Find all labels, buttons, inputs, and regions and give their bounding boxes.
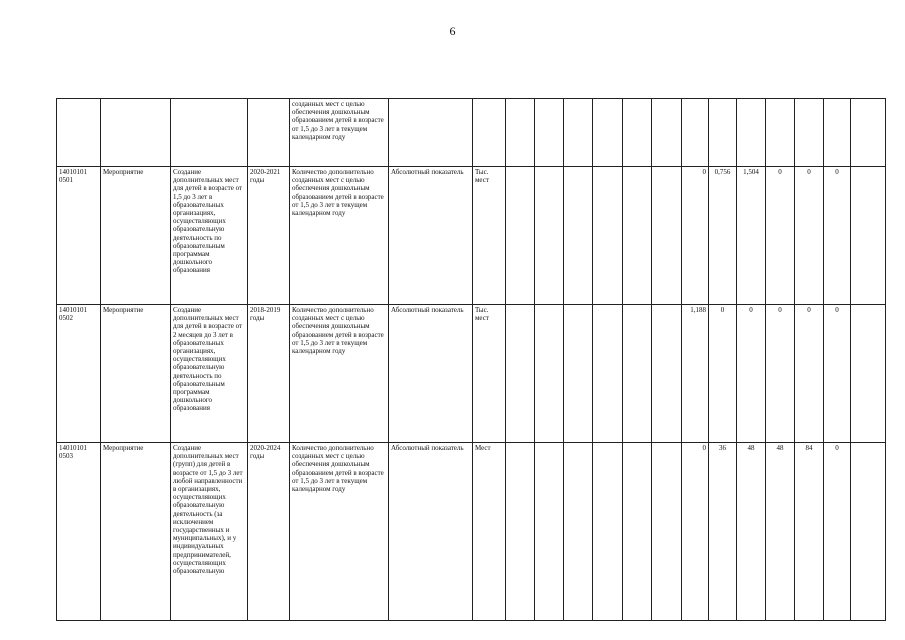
value-cell: 0 — [824, 305, 851, 443]
empty-cell — [593, 305, 623, 443]
measure-cell: Абсолютный показатель — [389, 443, 473, 621]
years-cell: 2018-2019 годы — [248, 305, 290, 443]
value-cell: 84 — [795, 443, 824, 621]
empty-cell — [623, 167, 652, 305]
table-row — [57, 99, 886, 167]
empty-cell — [506, 443, 535, 621]
value-cell: 0 — [766, 167, 795, 305]
value-cell: 0 — [766, 305, 795, 443]
value-cell: 48 — [737, 443, 766, 621]
table-row — [57, 305, 886, 443]
value-cell: 1,188 — [682, 305, 709, 443]
value-cell — [795, 99, 824, 167]
value-cell: 0 — [682, 167, 709, 305]
type-cell: Мероприятие — [101, 305, 171, 443]
value-cell: 0 — [682, 443, 709, 621]
value-cell: 1,504 — [737, 167, 766, 305]
name-cell: Создание дополнительных мест (групп) для детей в возрасте от 1,5 до 3 лет любой направленности в организациях, осуществляющих образовательную деятельность (за исключением государственных и муниципальных), и у индивидуальных предпринимателей, осуществляющих образовательную — [171, 443, 248, 621]
empty-cell — [623, 99, 652, 167]
value-cell — [737, 99, 766, 167]
unit-cell: Тыс. мест — [473, 305, 506, 443]
type-cell: Мероприятие — [101, 167, 171, 305]
empty-cell — [535, 443, 564, 621]
indicator-cell: Количество дополнительно созданных мест с целью обеспечения дошкольным образованием детей в возрасте от 1,5 до 3 лет в текущем календарном году — [290, 305, 389, 443]
empty-cell — [506, 305, 535, 443]
unit-cell — [473, 99, 506, 167]
value-cell — [766, 99, 795, 167]
empty-cell — [593, 167, 623, 305]
indicator-cell: Количество дополнительно созданных мест с целью обеспечения дошкольным образованием детей в возрасте от 1,5 до 3 лет в текущем календарном году — [290, 167, 389, 305]
empty-cell — [851, 305, 886, 443]
empty-cell — [564, 305, 593, 443]
empty-cell — [535, 99, 564, 167]
empty-cell — [564, 99, 593, 167]
empty-cell — [593, 99, 623, 167]
code-cell: 14010101 0502 — [57, 305, 101, 443]
empty-cell — [652, 167, 682, 305]
empty-cell — [623, 443, 652, 621]
code-cell — [57, 99, 101, 167]
code-cell: 14010101 0503 — [57, 443, 101, 621]
empty-cell — [535, 167, 564, 305]
name-cell — [171, 99, 248, 167]
years-cell: 2020-2021 годы — [248, 167, 290, 305]
value-cell: 0,756 — [709, 167, 737, 305]
name-cell: Создание дополнительных мест для детей в возрасте от 1,5 до 3 лет в образовательных организациях, осуществляющих образовательную деятельность по образовательным программам дошкольного образования — [171, 167, 248, 305]
indicator-cell: созданных мест с целью обеспечения дошкольным образованием детей в возрасте от 1,5 до 3 лет в текущем календарном году — [290, 99, 389, 167]
value-cell: 48 — [766, 443, 795, 621]
type-cell — [101, 99, 171, 167]
value-cell: 0 — [737, 305, 766, 443]
empty-cell — [506, 99, 535, 167]
code-cell: 14010101 0501 — [57, 167, 101, 305]
empty-cell — [535, 305, 564, 443]
years-cell — [248, 99, 290, 167]
value-cell: 0 — [795, 167, 824, 305]
value-cell: 0 — [709, 305, 737, 443]
indicators-table — [56, 98, 886, 621]
value-cell: 36 — [709, 443, 737, 621]
value-cell: 0 — [824, 167, 851, 305]
empty-cell — [593, 443, 623, 621]
table-row — [57, 443, 886, 621]
value-cell — [682, 99, 709, 167]
page-number: 6 — [449, 24, 456, 38]
table-row — [57, 167, 886, 305]
empty-cell — [623, 305, 652, 443]
empty-cell — [564, 167, 593, 305]
unit-cell: Тыс. мест — [473, 167, 506, 305]
value-cell — [709, 99, 737, 167]
empty-cell — [851, 443, 886, 621]
empty-cell — [851, 167, 886, 305]
empty-cell — [652, 99, 682, 167]
measure-cell: Абсолютный показатель — [389, 167, 473, 305]
name-cell: Создание дополнительных мест для детей в возрасте от 2 месяцев до 3 лет в образовательных организациях, осуществляющих образовательную деятельность по образовательным программам дошкольного образования — [171, 305, 248, 443]
empty-cell — [506, 167, 535, 305]
value-cell: 0 — [824, 443, 851, 621]
years-cell: 2020-2024 годы — [248, 443, 290, 621]
empty-cell — [652, 305, 682, 443]
empty-cell — [564, 443, 593, 621]
indicator-cell: Количество дополнительно созданных мест с целью обеспечения дошкольным образованием детей в возрасте от 1,5 до 3 лет в текущем календарном году — [290, 443, 389, 621]
measure-cell: Абсолютный показатель — [389, 305, 473, 443]
value-cell — [824, 99, 851, 167]
empty-cell — [652, 443, 682, 621]
type-cell: Мероприятие — [101, 443, 171, 621]
empty-cell — [851, 99, 886, 167]
unit-cell: Мест — [473, 443, 506, 621]
measure-cell — [389, 99, 473, 167]
value-cell: 0 — [795, 305, 824, 443]
